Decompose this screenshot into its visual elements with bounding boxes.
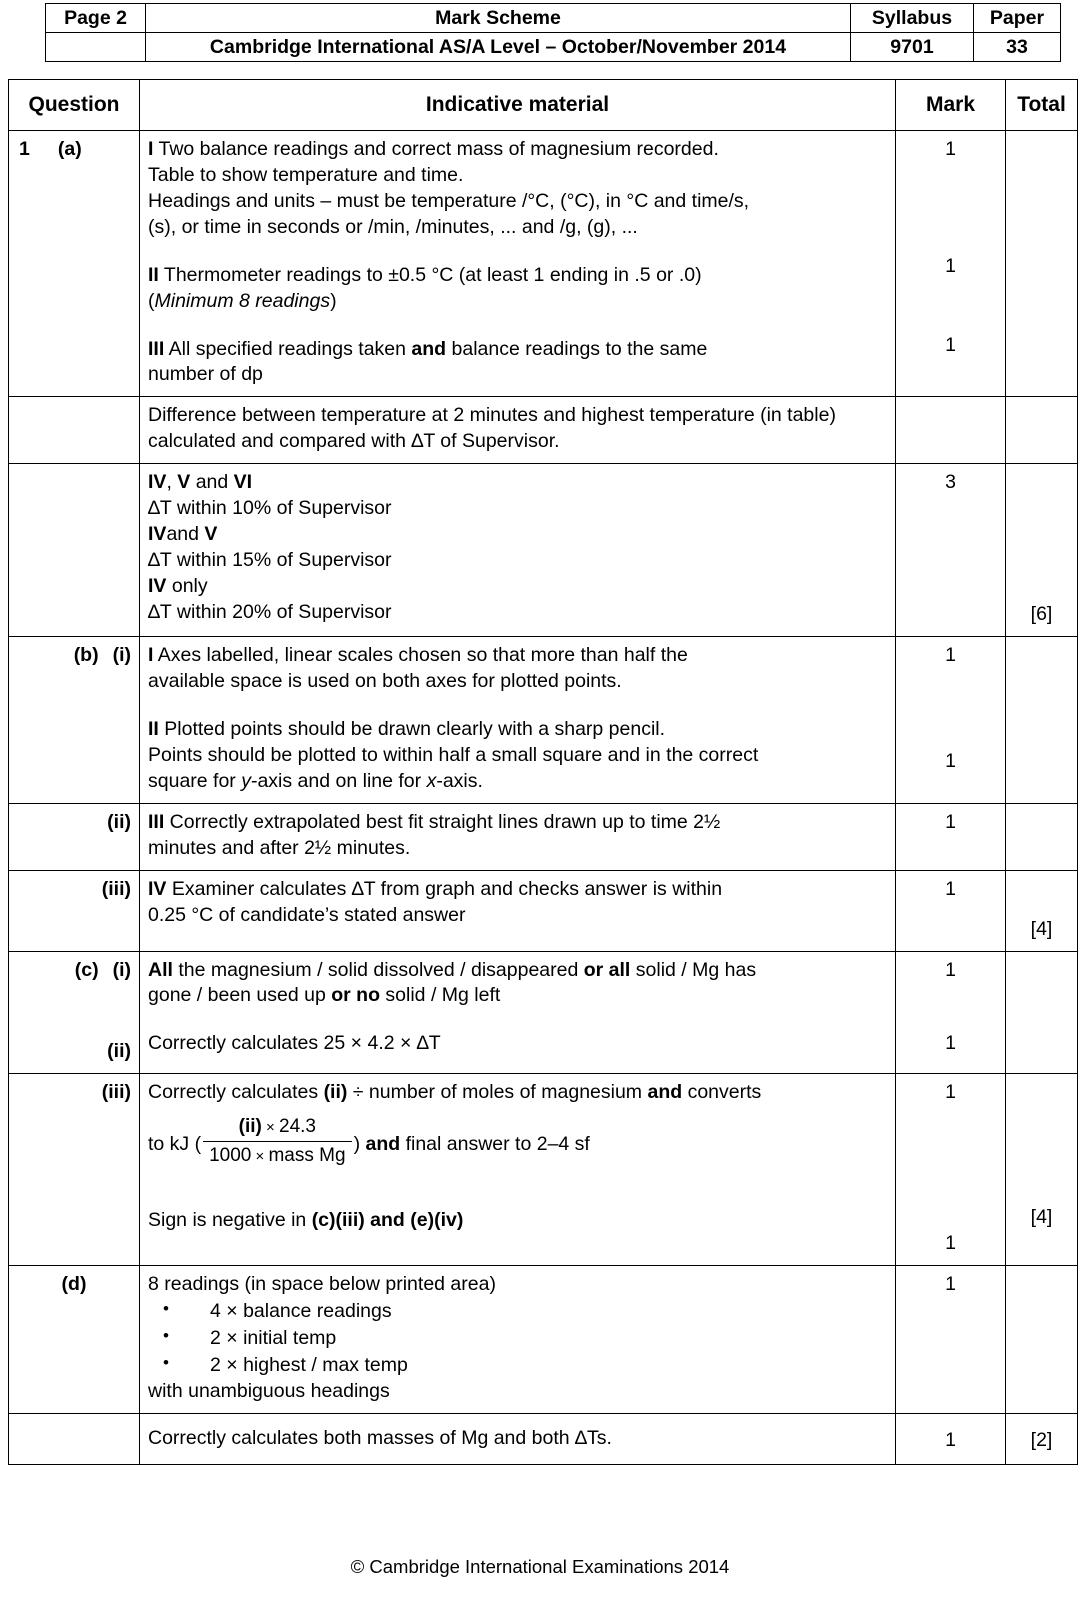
table-row <box>9 951 1078 1074</box>
roman-IV: IV <box>148 574 167 597</box>
indicative-material-difference <box>140 397 896 464</box>
point-label-II: II <box>148 263 159 286</box>
y-axis-italic: y <box>241 769 251 792</box>
point-I-line2: available space is used on both axes for plotted points. <box>148 670 622 693</box>
indicative-material-b-ii <box>140 803 896 870</box>
point-I <box>148 643 887 669</box>
point-label-III: III <box>148 337 165 360</box>
table-row <box>9 1266 1078 1414</box>
roman-V: V <box>204 523 218 546</box>
mark-value: 1 <box>945 958 956 981</box>
text-c: solid / Mg left <box>380 984 501 1007</box>
total-cell-d2 <box>1006 1413 1078 1464</box>
question-subpart: (ii) <box>107 1040 131 1063</box>
indicative-material-b-i <box>140 637 896 804</box>
mark-cell-1a <box>896 131 1006 397</box>
ref-ii: (ii) <box>323 1081 348 1104</box>
sep-comma: , <box>166 471 178 494</box>
total-value: [2] <box>1030 1428 1053 1451</box>
criteria-line-4: ∆T within 15% of Supervisor <box>148 548 392 571</box>
point-IV-line2: 0.25 °C of candidate’s stated answer <box>148 903 466 926</box>
question-subpart: (i) <box>112 644 131 667</box>
num-times: × <box>261 1119 279 1137</box>
spacer <box>148 1009 887 1031</box>
point-III-line2: number of dp <box>148 363 263 386</box>
criteria-line-6: ∆T within 20% of Supervisor <box>148 600 392 623</box>
spacer <box>148 1168 887 1208</box>
point-I-line2: Table to show temperature and time. <box>148 163 464 186</box>
paren-close: ) <box>330 289 337 312</box>
fraction <box>203 1114 351 1168</box>
header-exam-line: Cambridge International AS/A Level – October/November 2014 <box>146 33 851 62</box>
total-cell-c-i <box>1006 951 1078 1074</box>
formula-prefix: to kJ ( <box>148 1133 202 1156</box>
minimum-readings-note: Minimum 8 readings <box>154 289 331 312</box>
question-label-d <box>9 1266 140 1414</box>
point-II-line1: Plotted points should be drawn clearly with a sharp pencil. <box>158 717 666 740</box>
indicative-material-d2 <box>140 1413 896 1464</box>
indicative-material-c-i <box>140 951 896 1074</box>
emphasis-or-all: or all <box>583 958 631 981</box>
header-blank-cell <box>46 33 146 62</box>
emphasis-and: and <box>647 1081 683 1104</box>
point-I-line4: (s), or time in seconds or /min, /minutes, ... and /g, (g), ... <box>148 215 638 238</box>
text-b: the magnesium / solid dissolved / disappeared <box>172 958 584 981</box>
question-label-c-i <box>9 951 140 1074</box>
mark-cell-b-i <box>896 637 1006 804</box>
header-title: Mark Scheme <box>146 4 851 33</box>
total-cell-iv <box>1006 464 1078 637</box>
mark-value: 1 <box>945 138 956 160</box>
den-times: × <box>251 1147 269 1165</box>
total-value: [4] <box>1030 917 1053 940</box>
point-I <box>148 137 887 163</box>
column-header-indicative: Indicative material <box>140 80 896 131</box>
point-label-IV: IV <box>148 877 167 900</box>
spacer <box>17 983 131 1039</box>
spacer <box>148 315 887 337</box>
point-c-i-line1 <box>148 958 887 984</box>
question-subpart: (i) <box>112 958 131 981</box>
readings-line1: 8 readings (in space below printed area) <box>148 1273 496 1296</box>
question-label-blank <box>9 1413 140 1464</box>
table-row <box>9 464 1078 637</box>
sep-and: and <box>166 523 205 546</box>
sep-and: and <box>190 471 234 494</box>
indicative-material-c-iii <box>140 1074 896 1266</box>
text-c: ÷ number of moles of magnesium <box>347 1081 648 1104</box>
spacer <box>148 241 887 263</box>
mark-value: 1 <box>945 1273 956 1296</box>
question-subpart-wrap <box>17 1039 131 1065</box>
text-e: converts <box>682 1081 762 1104</box>
roman-V: V <box>177 471 191 494</box>
num-value: 24.3 <box>279 1116 316 1138</box>
formula-mid: ) <box>353 1133 366 1156</box>
point-label-II: II <box>148 717 159 740</box>
mark-value: 1 <box>945 877 956 900</box>
question-subpart: (iii) <box>101 877 131 900</box>
mark-cell-d2 <box>896 1413 1006 1464</box>
readings-bullet-list <box>148 1298 887 1379</box>
den-value: 1000 <box>209 1144 252 1166</box>
total-cell-d <box>1006 1266 1078 1414</box>
total-cell-b-ii <box>1006 803 1078 870</box>
point-IV-line1: Examiner calculates ∆T from graph and checks answer is within <box>166 877 723 900</box>
mark-value: 1 <box>945 750 956 773</box>
criteria-line-2: ∆T within 10% of Supervisor <box>148 497 392 520</box>
point-II-line1: Thermometer readings to ±0.5 °C (at least 1 ending in .5 or .0) <box>158 263 702 286</box>
point-c-ii-line1: Correctly calculates 25 × 4.2 × ∆T <box>148 1032 441 1055</box>
indicative-material-iv-v-vi <box>140 464 896 637</box>
criteria-line-3 <box>148 522 887 548</box>
den-mass: mass Mg <box>268 1144 346 1166</box>
mark-value: 1 <box>945 1032 956 1055</box>
point-I-line1: Two balance readings and correct mass of magnesium recorded. <box>153 138 719 160</box>
total-cell-b-i <box>1006 637 1078 804</box>
mark-value: 1 <box>945 1428 956 1451</box>
question-label-1a <box>9 131 140 397</box>
page-footer: © Cambridge International Examinations 2014 <box>350 1556 730 1577</box>
x-axis-italic: x <box>426 769 437 792</box>
point-III <box>148 337 887 363</box>
question-label-b-i <box>9 637 140 804</box>
list-item: • 2 × initial temp <box>148 1325 887 1352</box>
mark-cell-c-i <box>896 951 1006 1074</box>
only-text: only <box>166 574 208 597</box>
mark-value: 1 <box>945 1081 956 1104</box>
point-label-III: III <box>148 810 165 833</box>
list-item: • 2 × highest / max temp <box>148 1352 887 1379</box>
roman-VI: VI <box>233 471 253 494</box>
table-row <box>9 637 1078 804</box>
table-row <box>9 131 1078 397</box>
question-label-blank <box>9 464 140 637</box>
header-row-bottom <box>46 33 1061 62</box>
mark-value: 1 <box>945 644 956 667</box>
mark-scheme-table <box>8 79 1078 1465</box>
indicative-material-d <box>140 1266 896 1414</box>
table-row <box>9 1074 1078 1266</box>
point-II-line2: Points should be plotted to within half a small square and in the correct <box>148 743 759 766</box>
total-cell-b-iii <box>1006 870 1078 951</box>
point-III-b: balance readings to the same <box>446 337 708 360</box>
table-header-row <box>9 80 1078 131</box>
point-II-line2 <box>148 289 887 315</box>
sign-refs: (c)(iii) and (e)(iv) <box>311 1208 464 1231</box>
criteria-line-5 <box>148 574 887 600</box>
paren-open: ( <box>148 289 155 312</box>
mark-value: 1 <box>945 254 956 277</box>
point-I-line1: Axes labelled, linear scales chosen so that more than half the <box>153 644 688 667</box>
question-label-c-iii <box>9 1074 140 1266</box>
mark-cell-iv <box>896 464 1006 637</box>
mark-cell-d <box>896 1266 1006 1414</box>
readings-line-last: with unambiguous headings <box>148 1379 390 1402</box>
total-value: [6] <box>1030 603 1053 626</box>
difference-line2: calculated and compared with ∆T of Supervisor. <box>148 430 560 453</box>
criteria-line-1 <box>148 470 887 496</box>
header-syllabus-label: Syllabus <box>851 4 974 33</box>
indicative-material-b-iii <box>140 870 896 951</box>
column-header-question: Question <box>9 80 140 131</box>
header-syllabus-code: 9701 <box>851 33 974 62</box>
indicative-material-1a <box>140 131 896 397</box>
table-row <box>9 803 1078 870</box>
text-a: gone / been used up <box>148 984 332 1007</box>
question-part: (b) <box>73 644 99 667</box>
fraction-numerator <box>203 1114 351 1141</box>
column-header-mark: Mark <box>896 80 1006 131</box>
point-III-line2: minutes and after 2½ minutes. <box>148 836 411 859</box>
question-number: 1 <box>19 138 30 160</box>
mark-value: 3 <box>945 471 956 494</box>
total-cell-difference <box>1006 397 1078 464</box>
axis-text-a: square for <box>148 769 242 792</box>
point-II-line3 <box>148 769 887 795</box>
question-part: (d) <box>61 1273 87 1296</box>
mark-cell-c-iii <box>896 1074 1006 1266</box>
point-III-line1: Correctly extrapolated best fit straight lines drawn up to time 2½ <box>164 810 721 833</box>
point-c-i-line2 <box>148 983 887 1009</box>
text-d: solid / Mg has <box>630 958 757 981</box>
text-a: Correctly calculates <box>148 1081 324 1104</box>
emphasis-and: and <box>365 1133 401 1156</box>
point-III-a: All specified readings taken <box>164 337 412 360</box>
column-header-total: Total <box>1006 80 1078 131</box>
point-c-iii-line1 <box>148 1080 887 1106</box>
num-ref-ii: (ii) <box>238 1116 262 1138</box>
total-cell-1a <box>1006 131 1078 397</box>
question-subpart: (ii) <box>107 810 131 833</box>
header-page-number: Page 2 <box>46 4 146 33</box>
spacer <box>148 695 887 717</box>
mark-cell-b-ii <box>896 803 1006 870</box>
point-III <box>148 810 887 836</box>
final-line: Correctly calculates both masses of Mg and both ∆Ts. <box>148 1426 612 1449</box>
total-value: [4] <box>1030 1206 1053 1229</box>
question-label-b-ii <box>9 803 140 870</box>
point-c-iii-sign <box>148 1208 887 1234</box>
point-label-I: I <box>148 644 154 667</box>
list-item: • 4 × balance readings <box>148 1298 887 1325</box>
page-header-table <box>45 3 1061 62</box>
table-row <box>9 397 1078 464</box>
difference-line1: Difference between temperature at 2 minutes and highest temperature (in table) <box>148 404 836 427</box>
point-II <box>148 717 887 743</box>
question-label-b-iii <box>9 870 140 951</box>
point-label-I: I <box>148 138 154 160</box>
axis-text-c: -axis. <box>436 769 483 792</box>
roman-IV: IV <box>148 471 167 494</box>
formula-post: final answer to 2–4 sf <box>400 1133 590 1156</box>
mark-cell-difference <box>896 397 1006 464</box>
emphasis-all: All <box>148 958 173 981</box>
total-cell-c-iii <box>1006 1074 1078 1266</box>
roman-IV: IV <box>148 523 167 546</box>
mark-value: 1 <box>945 810 956 833</box>
header-paper-label: Paper <box>974 4 1061 33</box>
header-row-top <box>46 4 1061 33</box>
mark-cell-b-iii <box>896 870 1006 951</box>
fraction-denominator <box>203 1142 351 1168</box>
mark-value: 1 <box>945 333 956 356</box>
mark-value: 1 <box>945 1232 956 1255</box>
table-row <box>9 1413 1078 1464</box>
table-row <box>9 870 1078 951</box>
point-II <box>148 263 887 289</box>
point-I-line3: Headings and units – must be temperature /°C, (°C), in °C and time/s, <box>148 189 750 212</box>
question-part: (c) <box>74 958 99 981</box>
question-subpart: (iii) <box>101 1081 131 1104</box>
axis-text-b: -axis and on line for <box>250 769 427 792</box>
emphasis-or-no: or no <box>331 984 380 1007</box>
emphasis-and: and <box>411 337 447 360</box>
question-part: (a) <box>57 138 82 160</box>
question-label-blank <box>9 397 140 464</box>
point-IV <box>148 877 887 903</box>
sign-text: Sign is negative in <box>148 1208 312 1231</box>
point-c-iii-formula <box>148 1114 590 1168</box>
header-paper-code: 33 <box>974 33 1061 62</box>
